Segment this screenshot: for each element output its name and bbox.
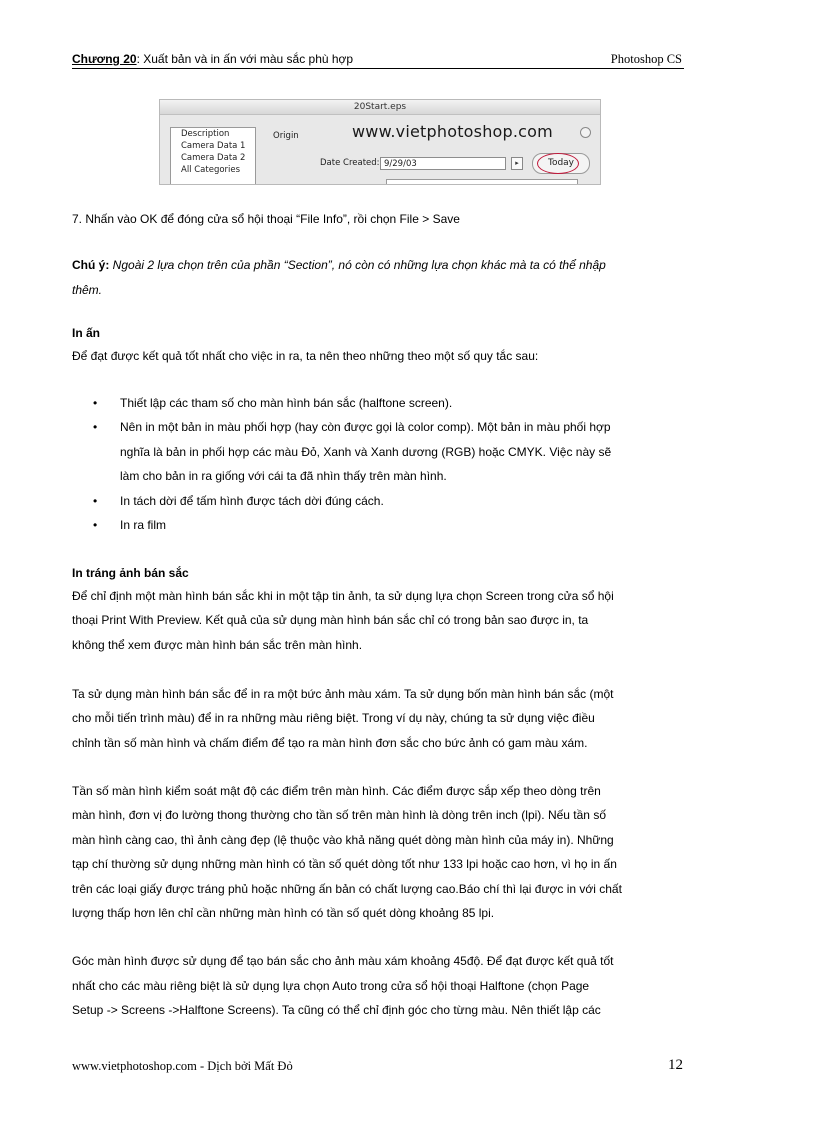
paragraph-line: tạp chí thường sử dụng những màn hình có tần số quét dòng tốt như 133 lpi hoặc cao hơn, vì họ in ấn (72, 857, 617, 871)
arrow-right-icon: ▸ (511, 157, 523, 170)
chapter-title: : Xuất bản và in ấn với màu sắc phù hợp (136, 52, 354, 66)
note-line-2: thêm. (72, 283, 103, 297)
paragraph-line: Ta sử dụng màn hình bán sắc để in ra một bức ảnh màu xám. Ta sử dụng bốn màn hình bán sắc (một (72, 687, 614, 701)
step-7: 7. Nhấn vào OK để đóng cửa sổ hội thoại “File Info”, rồi chọn File > Save (72, 212, 460, 226)
bullet-icon: • (93, 396, 98, 410)
paragraph-line: chỉnh tần số màn hình và chấm điểm để tạo ra màn hình đơn sắc cho bức ảnh có gam màu xám. (72, 736, 588, 750)
page-header (72, 52, 684, 69)
footer-credit: www.vietphotoshop.com - Dịch bởi Mất Đỏ (72, 1059, 293, 1073)
bullet-item-continued: làm cho bản in ra giống với cái ta đã nhìn thấy trên màn hình. (120, 469, 447, 483)
figure-origin-label: Origin (273, 131, 299, 141)
section-intro: Để đạt được kết quả tốt nhất cho việc in ra, ta nên theo những theo một số quy tắc sau: (72, 349, 539, 363)
book-title: Photoshop CS (610, 52, 682, 66)
note-text: Ngoài 2 lựa chọn trên của phần “Section”, nó còn có những lựa chọn khác mà ta có thể nhập (109, 258, 606, 272)
paragraph-line: Để chỉ định một màn hình bán sắc khi in một tập tin ảnh, ta sử dụng lựa chọn Screen trong cửa sổ hội (72, 589, 614, 603)
highlight-circle (537, 153, 579, 174)
section-heading-in-an: In ấn (72, 326, 101, 340)
paragraph-line: Góc màn hình được sử dụng để tạo bán sắc cho ảnh màu xám khoảng 45độ. Để đạt được kết quả tốt (72, 954, 614, 968)
chapter-heading (72, 52, 353, 66)
paragraph-line: Tần số màn hình kiểm soát mật độ các điểm trên màn hình. Các điểm được sắp xếp theo dòng trên (72, 784, 601, 798)
bullet-item: Thiết lập các tham số cho màn hình bán sắc (halftone screen). (120, 396, 453, 410)
figure-list-item: Camera Data 2 (181, 153, 246, 163)
bullet-icon: • (93, 494, 98, 508)
file-info-screenshot (159, 99, 601, 185)
paragraph-line: màn hình, đơn vị đo lường thong thường cho tần số trên màn hình là dòng trên inch (lpi). Nếu tần số (72, 808, 606, 822)
circle-arrow-icon (580, 127, 591, 138)
page-number: 12 (668, 1057, 683, 1073)
figure-field (386, 179, 578, 185)
bullet-item: In tách dời để tấm hình được tách dời đúng cách. (120, 494, 384, 508)
paragraph-line: trên các loại giấy được tráng phủ hoặc những ấn bản có chất lượng cao.Báo chí thì lại được in với chất (72, 882, 622, 896)
bullet-item: In ra film (120, 518, 167, 532)
figure-section-list (170, 127, 256, 185)
note-line-1 (72, 253, 688, 277)
figure-list-item: All Categories (181, 165, 241, 175)
bullet-item: Nên in một bản in màu phối hợp (hay còn được gọi là color comp). Một bản in màu phối hợp (120, 420, 611, 434)
figure-list-item: Camera Data 1 (181, 141, 246, 151)
note-label: Chú ý: (72, 258, 110, 272)
paragraph-line: thoại Print With Preview. Kết quả của sử dụng màn hình bán sắc chỉ có trong bản sao được in, ta (72, 613, 589, 627)
figure-date-label: Date Created: (320, 158, 380, 168)
bullet-item-continued: nghĩa là bản in phối hợp các màu Đỏ, Xanh và Xanh dương (RGB) hoặc CMYK. Việc này sẽ (120, 445, 612, 459)
paragraph-line: Setup -> Screens ->Halftone Screens). Ta cũng có thể chỉ định góc cho từng màu. Nên thiết lập các (72, 1003, 601, 1017)
figure-today-button: Today (532, 153, 590, 174)
bullet-icon: • (93, 420, 98, 434)
paragraph-line: màn hình càng cao, thì ảnh càng đẹp (lệ thuộc vào khả năng quét dòng màn hình của máy in). Những (72, 833, 614, 847)
figure-list-item: Description (181, 129, 230, 139)
figure-date-field: 9/29/03 (380, 157, 506, 170)
paragraph-line: không thể xem được màn hình bán sắc trên màn hình. (72, 638, 363, 652)
bullet-icon: • (93, 518, 98, 532)
paragraph-line: cho mỗi tiến trình màu) để in ra những màu riêng biệt. Trong ví dụ này, chúng ta sử dụng việc điều (72, 711, 595, 725)
figure-watermark: www.vietphotoshop.com (352, 122, 553, 141)
section-heading-halftone: In tráng ảnh bán sắc (72, 566, 189, 580)
figure-window-title: 20Start.eps (160, 100, 600, 115)
paragraph-line: lượng thấp hơn lên chỉ cần những màn hình có tần số quét dòng khoảng 85 lpi. (72, 906, 495, 920)
chapter-label: Chương 20 (72, 52, 137, 66)
paragraph-line: nhất cho các màu riêng biệt là sử dụng lựa chọn Auto trong cửa sổ hội thoại Halftone (chọn Page (72, 979, 590, 993)
